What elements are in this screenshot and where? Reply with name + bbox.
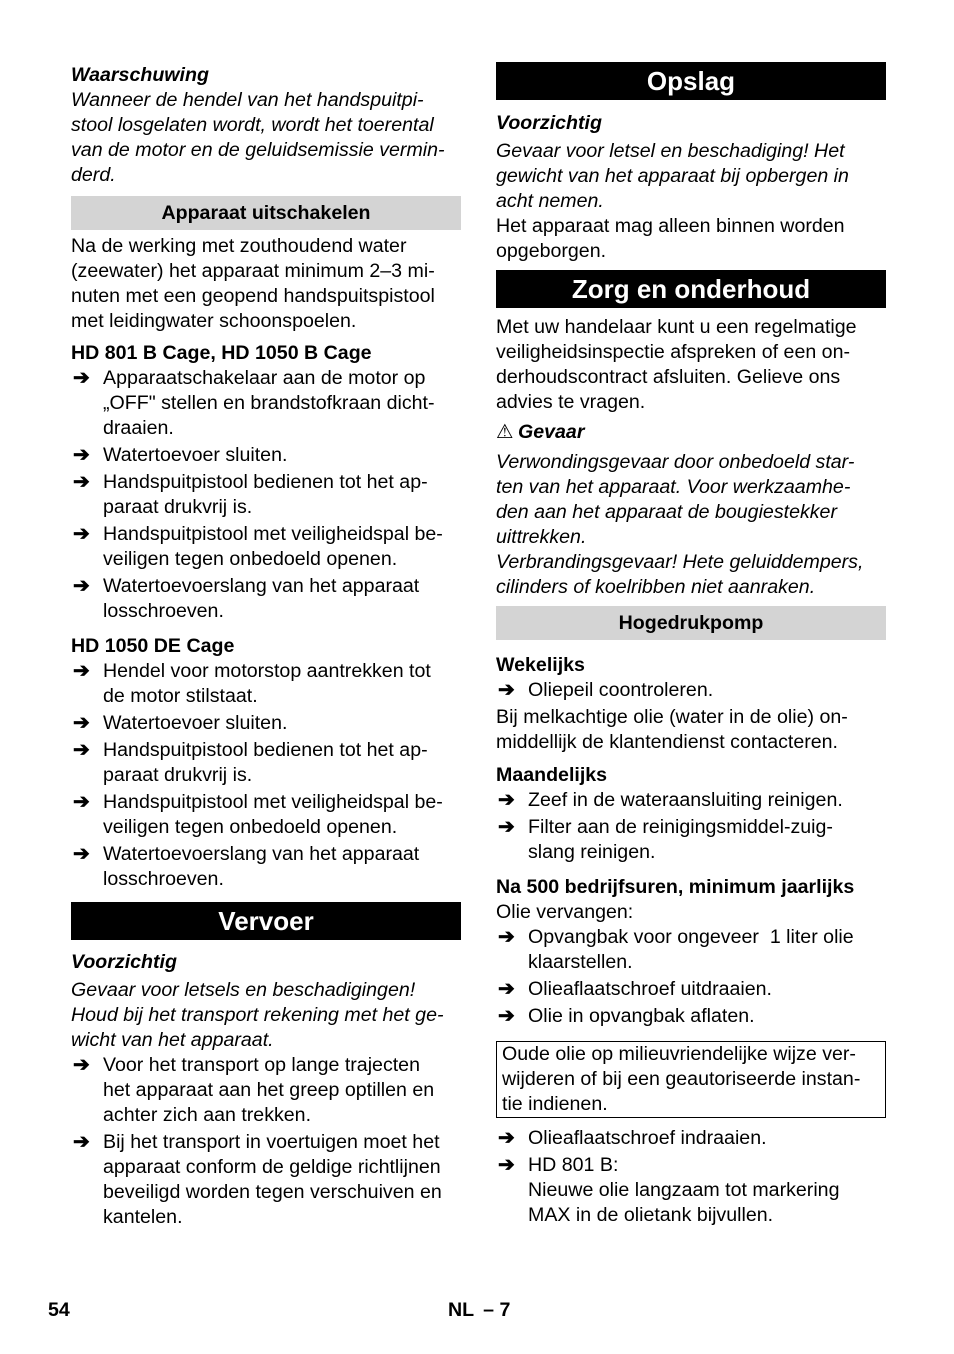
step-text: Hendel voor motorstop aantrekken tot <box>103 660 431 682</box>
pump-heading: Hogedrukpomp <box>496 606 886 640</box>
step-text: Apparaatschakelaar aan de motor op <box>103 367 426 389</box>
step-item <box>71 659 461 709</box>
text-line: ten van het apparaat. Voor werkzaamhe- <box>496 476 851 498</box>
step-item <box>71 470 461 520</box>
step-text: het apparaat aan het greep optillen en <box>103 1079 435 1101</box>
step-text: Handspuitpistool bedienen tot het ap- <box>103 471 428 493</box>
step-text: Handspuitpistool bedienen tot het ap- <box>103 739 428 761</box>
step-item <box>496 1004 886 1029</box>
arrow-right-icon: ➔ <box>73 471 90 493</box>
danger-title: Gevaar <box>518 421 585 443</box>
text-line: Met uw handelaar kunt u een regelmatige <box>496 316 857 338</box>
arrow-right-icon: ➔ <box>73 444 90 466</box>
text-line: nuten met een geopend handspuitspistool <box>71 285 435 307</box>
step-text: kantelen. <box>103 1206 183 1228</box>
weekly-text <box>496 705 886 755</box>
text-line: van de motor en de geluidsemissie vermin- <box>71 139 445 161</box>
text-line: Verbrandingsgevaar! Hete geluiddempers, <box>496 551 864 573</box>
step-text: losschroeven. <box>103 600 224 622</box>
step-text: Oliepeil coontroleren. <box>528 679 714 701</box>
step-text: Olieaflaatschroef uitdraaien. <box>528 978 772 1000</box>
transport-steps <box>71 1053 461 1230</box>
text-line: cilinders of koelribben niet aanraken. <box>496 576 816 598</box>
transport-caution-title: Voorzichtig <box>71 951 177 973</box>
step-text: klaarstellen. <box>528 951 633 973</box>
arrow-right-icon: ➔ <box>498 679 515 701</box>
text-line: opgeborgen. <box>496 240 607 262</box>
text-line: Bij melkachtige olie (water in de olie) on- <box>496 706 848 728</box>
step-text: Filter aan de reinigingsmiddel-zuig- <box>528 816 833 838</box>
text-line: stool losgelaten wordt, wordt het toerental <box>71 114 434 136</box>
shutdown-text <box>71 234 461 334</box>
text-line: derd. <box>71 164 116 186</box>
text-line: wicht van het apparaat. <box>71 1029 274 1051</box>
transport-heading: Vervoer <box>71 902 461 940</box>
step-text: MAX in de olietank bijvullen. <box>528 1204 774 1226</box>
step-text: HD 801 B: <box>528 1154 619 1176</box>
arrow-right-icon: ➔ <box>73 1131 90 1153</box>
step-text: Handspuitpistool met veiligheidspal be- <box>103 791 443 813</box>
arrow-right-icon: ➔ <box>73 712 90 734</box>
step-text: Zeef in de wateraansluiting reinigen. <box>528 789 843 811</box>
text-line: uittrekken. <box>496 526 587 548</box>
step-item <box>71 1053 461 1128</box>
arrow-right-icon: ➔ <box>498 1127 515 1149</box>
step-text: „OFF" stellen en brandstofkraan dicht- <box>103 392 435 414</box>
step-text: Watertoevoerslang van het apparaat <box>103 843 420 865</box>
step-text: beveiligd worden tegen verschuiven en <box>103 1181 442 1203</box>
arrow-right-icon: ➔ <box>498 1154 515 1176</box>
danger-text <box>496 450 886 600</box>
text-line: gewicht van het apparaat bij opbergen in <box>496 165 849 187</box>
arrow-right-icon: ➔ <box>498 978 515 1000</box>
weekly-steps <box>496 678 886 703</box>
step-item <box>71 522 461 572</box>
danger-title-row <box>496 420 886 445</box>
arrow-right-icon: ➔ <box>73 367 90 389</box>
arrow-right-icon: ➔ <box>498 1005 515 1027</box>
arrow-right-icon: ➔ <box>73 791 90 813</box>
step-text: de motor stilstaat. <box>103 685 258 707</box>
step-item <box>496 925 886 975</box>
warning-triangle-icon: ⚠ <box>496 421 514 443</box>
step-item <box>496 977 886 1002</box>
arrow-right-icon: ➔ <box>498 789 515 811</box>
step-text: Watertoevoer sluiten. <box>103 712 288 734</box>
b-cage-title: HD 801 B Cage, HD 1050 B Cage <box>71 342 372 364</box>
arrow-right-icon: ➔ <box>73 660 90 682</box>
arrow-right-icon: ➔ <box>73 1054 90 1076</box>
step-text: paraat drukvrij is. <box>103 764 253 786</box>
text-line: Na de werking met zouthoudend water <box>71 235 407 257</box>
step-text: veiligen tegen onbedoeld openen. <box>103 816 398 838</box>
step-item <box>496 1126 886 1151</box>
text-line: (zeewater) het apparaat minimum 2–3 mi- <box>71 260 435 282</box>
hours-steps <box>496 925 886 1029</box>
step-item <box>71 790 461 840</box>
step-item <box>496 788 886 813</box>
text-line: den aan het apparaat de bougiestekker <box>496 501 837 523</box>
arrow-right-icon: ➔ <box>498 926 515 948</box>
de-cage-title: HD 1050 DE Cage <box>71 635 235 657</box>
step-item <box>71 574 461 624</box>
step-item <box>71 842 461 892</box>
b-cage-steps <box>71 366 461 624</box>
hours-intro: Olie vervangen: <box>496 901 634 923</box>
text-line: tie indienen. <box>502 1093 608 1115</box>
arrow-right-icon: ➔ <box>73 575 90 597</box>
monthly-steps <box>496 788 886 865</box>
step-text: Opvangbak voor ongeveer 1 liter olie <box>528 926 854 948</box>
step-item <box>71 738 461 788</box>
step-text: draaien. <box>103 417 174 439</box>
text-line: Oude olie op milieuvriendelijke wijze ver- <box>502 1043 856 1065</box>
care-heading: Zorg en onderhoud <box>496 270 886 308</box>
step-item <box>71 443 461 468</box>
step-text: Handspuitpistool met veiligheidspal be- <box>103 523 443 545</box>
text-line: veiligheidsinspectie afspreken of een on- <box>496 341 850 363</box>
step-text: Olieaflaatschroef indraaien. <box>528 1127 767 1149</box>
step-text: paraat drukvrij is. <box>103 496 253 518</box>
page-number: 54 <box>48 1299 70 1321</box>
step-text: Olie in opvangbak aflaten. <box>528 1005 755 1027</box>
note-box <box>496 1041 886 1118</box>
text-line: advies te vragen. <box>496 391 646 413</box>
step-item <box>496 678 886 703</box>
text-line: middellijk de klantendienst contacteren. <box>496 731 839 753</box>
storage-text <box>496 214 886 264</box>
text-line: Verwondingsgevaar door onbedoeld star- <box>496 451 855 473</box>
text-line: met leidingwater schoonspoelen. <box>71 310 357 332</box>
text-line: Houd bij het transport rekening met het ge- <box>71 1004 444 1026</box>
arrow-right-icon: ➔ <box>73 843 90 865</box>
storage-heading: Opslag <box>496 62 886 100</box>
hours-title: Na 500 bedrijfsuren, minimum jaarlijks <box>496 876 855 898</box>
left-column <box>71 62 461 1232</box>
step-text: slang reinigen. <box>528 841 656 863</box>
step-text: Bij het transport in voertuigen moet het <box>103 1131 440 1153</box>
text-line: Wanneer de hendel van het handspuitpi- <box>71 89 424 111</box>
step-item <box>71 1130 461 1230</box>
care-text <box>496 315 886 415</box>
step-item <box>496 815 886 865</box>
arrow-right-icon: ➔ <box>73 523 90 545</box>
step-item <box>71 366 461 441</box>
arrow-right-icon: ➔ <box>498 816 515 838</box>
storage-caution-text <box>496 139 886 214</box>
step-text: apparaat conform de geldige richtlijnen <box>103 1156 441 1178</box>
final-steps <box>496 1126 886 1228</box>
text-line: Het apparaat mag alleen binnen worden <box>496 215 845 237</box>
step-text: Watertoevoer sluiten. <box>103 444 288 466</box>
de-cage-steps <box>71 659 461 892</box>
step-text: achter zich aan trekken. <box>103 1104 312 1126</box>
right-column <box>496 62 886 1230</box>
text-line: acht nemen. <box>496 190 604 212</box>
step-text: Nieuwe olie langzaam tot markering <box>528 1179 840 1201</box>
warning-title: Waarschuwing <box>71 64 209 86</box>
text-line: derhoudscontract afsluiten. Gelieve ons <box>496 366 841 388</box>
step-text: Watertoevoerslang van het apparaat <box>103 575 420 597</box>
transport-caution-text <box>71 978 461 1053</box>
step-text: Voor het transport op lange trajecten <box>103 1054 420 1076</box>
text-line: Gevaar voor letsels en beschadigingen! <box>71 979 416 1001</box>
storage-caution-title: Voorzichtig <box>496 112 602 134</box>
warning-text <box>71 88 461 188</box>
text-line: wijderen of bij een geautoriseerde instan- <box>502 1068 861 1090</box>
monthly-title: Maandelijks <box>496 764 608 786</box>
arrow-right-icon: ➔ <box>73 739 90 761</box>
step-text: veiligen tegen onbedoeld openen. <box>103 548 398 570</box>
shutdown-heading: Apparaat uitschakelen <box>71 196 461 230</box>
weekly-title: Wekelijks <box>496 654 585 676</box>
step-text: losschroeven. <box>103 868 224 890</box>
step-item <box>71 711 461 736</box>
step-item <box>496 1153 886 1228</box>
language-page-label: NL – 7 <box>448 1299 511 1321</box>
text-line: Gevaar voor letsel en beschadiging! Het <box>496 140 845 162</box>
